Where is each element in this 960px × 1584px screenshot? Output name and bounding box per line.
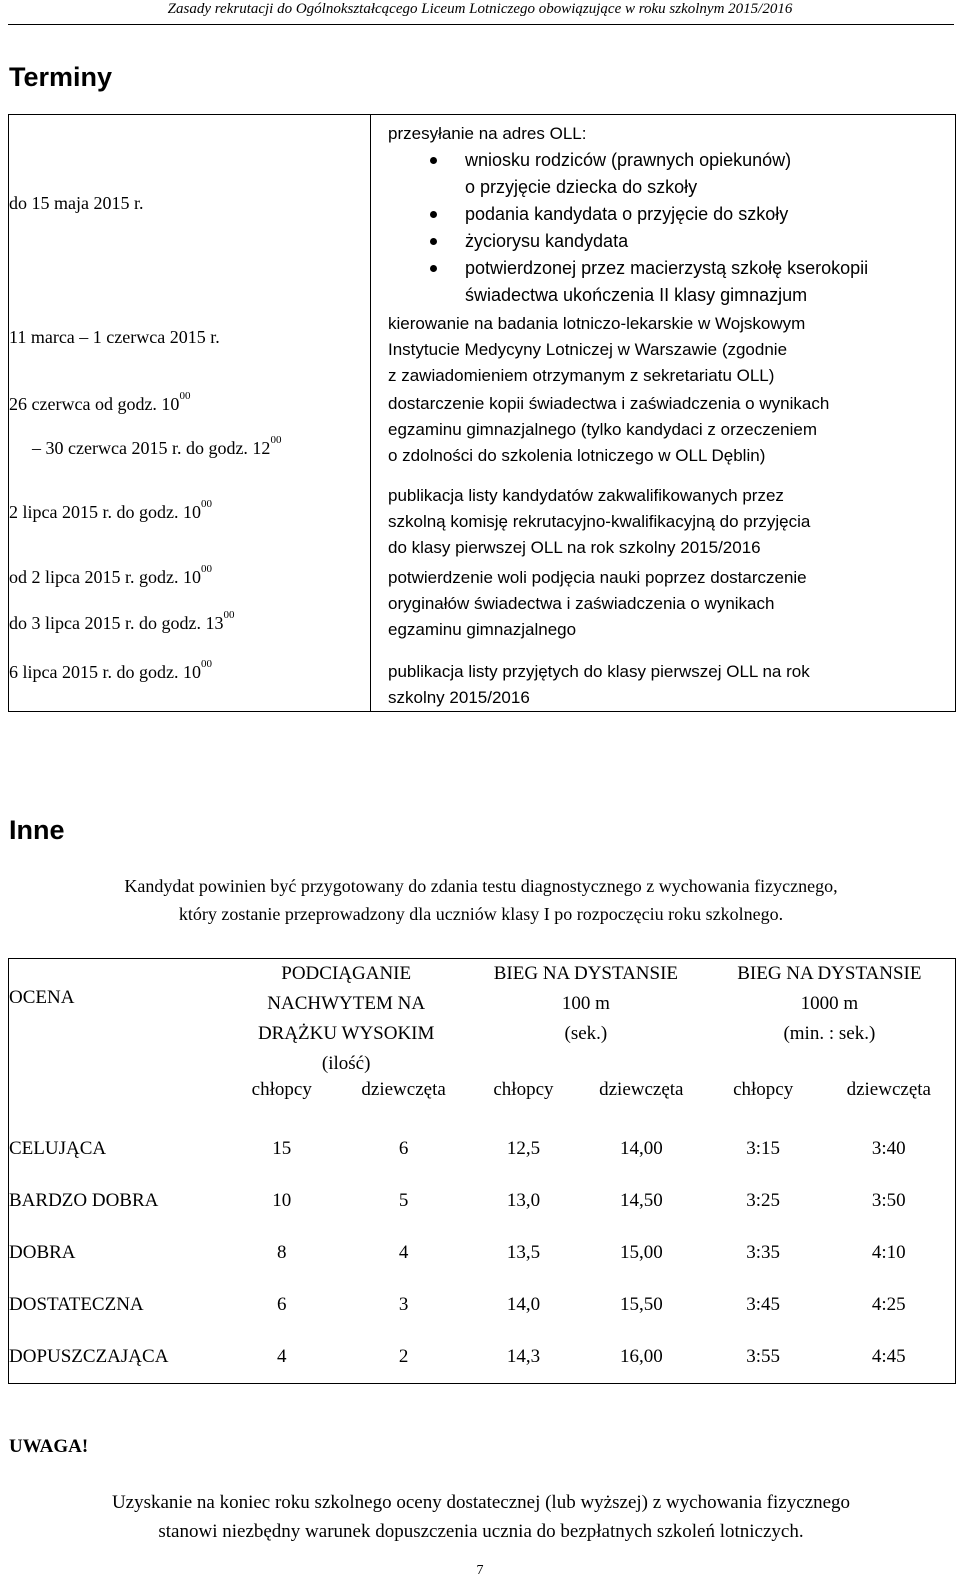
inne-intro-line: który zostanie przeprowadzony dla uczniów klasy I po rozpoczęciu roku szkolnego. (178, 904, 784, 924)
table-cell: 15 (272, 1138, 292, 1159)
header-pullups (224, 959, 468, 1080)
date-row-3-end: – 30 czerwca 2015 r. do godz. $12^{00}$ (32, 434, 282, 458)
page-number: 7 (476, 1563, 484, 1578)
section-title-inne: Inne (9, 815, 65, 845)
table-cell: 10 (272, 1190, 292, 1211)
subheader-boys: chłopcy (733, 1079, 794, 1100)
table-cell: 3 (398, 1294, 409, 1315)
note-line: Uzyskanie na koniec roku szkolnego oceny dostatecznej (lub wyższej) z wychowania fizycznego (111, 1492, 851, 1513)
grade-label: DOSTATECZNA (9, 1294, 144, 1315)
row-2-line: z zawiadomieniem otrzymanym z sekretariatu OLL) (388, 366, 775, 385)
subheader-boys: chłopcy (251, 1079, 312, 1100)
bullet-item: życiorysu kandydata (465, 228, 868, 255)
terminy-divider (370, 114, 371, 712)
row-4-line: szkolną komisję rekrutacyjno-kwalifikacyjną do przyjęcia (388, 512, 811, 531)
row-1-bullet-list (465, 147, 868, 309)
subheader-girls: dziewczęta (599, 1079, 684, 1100)
table-cell: 4 (398, 1242, 409, 1263)
table-cell: 14,00 (619, 1138, 663, 1159)
table-cell: 3:45 (746, 1294, 781, 1315)
note-line: stanowi niezbędny warunek dopuszczenia ucznia do bezpłatnych szkoleń lotniczych. (158, 1521, 804, 1542)
date-row-2: 11 marca – 1 czerwca 2015 r. (9, 327, 220, 347)
grade-label: CELUJĄCA (9, 1138, 107, 1159)
table-cell: 8 (277, 1242, 287, 1263)
header-ocena: OCENA (9, 987, 75, 1008)
grades-table-header-row (9, 959, 956, 1080)
table-cell: 16,00 (619, 1345, 663, 1367)
table-cell: 4 (277, 1345, 287, 1367)
inne-intro-line: Kandydat powinien być przygotowany do zdania testu diagnostycznego z wychowania fizycznego, (124, 876, 838, 896)
table-cell: 15,50 (619, 1294, 663, 1315)
header-run-100m (468, 959, 704, 1080)
subheader-empty (9, 1079, 225, 1123)
table-row (9, 1175, 956, 1227)
date-row-5-end: do 3 lipca 2015 r. do godz. $13^{00}$ (9, 609, 235, 633)
inne-intro (8, 872, 954, 928)
note-title: UWAGA! (9, 1436, 89, 1457)
bullet-item-continued: świadectwa ukończenia II klasy gimnazjum (465, 285, 808, 305)
table-cell: 5 (398, 1190, 409, 1211)
header-run-100m-line: BIEG NA DYSTANSIE (493, 963, 679, 984)
note-text (8, 1488, 954, 1546)
grade-label: DOPUSZCZAJĄCA (9, 1345, 169, 1367)
header-pullups-line: NACHWYTEM NA (267, 993, 426, 1014)
header-run-100m-line: 100 m (561, 993, 610, 1014)
table-cell: 12,5 (506, 1138, 541, 1159)
header-run-100m-line: (sek.) (564, 1023, 608, 1044)
row-5-description (388, 565, 807, 643)
page-header: Zasady rekrutacji do Ogólnokształcącego Liceum Lotniczego obowiązujące w roku szkolnym 2015/2016 (167, 1, 793, 17)
row-2-description (388, 311, 805, 389)
table-cell: 3:15 (746, 1138, 781, 1159)
table-row (9, 1331, 956, 1383)
row-2-line: Instytucie Medycyny Lotniczej w Warszawie (zgodnie (388, 340, 788, 359)
bullet-item: potwierdzonej przez macierzystą szkołę kserokopii (465, 255, 868, 282)
row-5-line: potwierdzenie woli podjęcia nauki poprzez dostarczenie (388, 568, 807, 587)
table-cell: 2 (398, 1345, 409, 1367)
row-6-line: publikacja listy przyjętych do klasy pierwszej OLL na rok (388, 662, 810, 681)
table-row (9, 1123, 956, 1175)
row-3-description (388, 391, 829, 469)
table-cell: 4:25 (871, 1294, 906, 1315)
grade-label: DOBRA (9, 1242, 76, 1263)
row-3-line: o zdolności do szkolenia lotniczego w OLL Dęblin) (388, 446, 766, 465)
table-cell: 3:35 (746, 1242, 781, 1263)
header-rule (8, 24, 954, 25)
table-cell: 6 (277, 1294, 287, 1315)
row-2-line: kierowanie na badania lotniczo-lekarskie w Wojskowym (388, 314, 806, 333)
row-5-line: oryginałów świadectwa i zaświadczenia o wynikach (388, 594, 775, 613)
grades-table-subheader-row (9, 1079, 956, 1123)
bullet-item: wniosku rodziców (prawnych opiekunów) (465, 147, 868, 174)
subheader-girls: dziewczęta (361, 1079, 446, 1100)
header-run-1000m-line: 1000 m (800, 993, 859, 1014)
section-title-terminy: Terminy (9, 62, 113, 92)
date-row-5-start: od 2 lipca 2015 r. godz. $10^{00}$ (9, 563, 212, 587)
table-cell: 4:45 (871, 1345, 906, 1367)
header-run-1000m-line: (min. : sek.) (783, 1023, 876, 1044)
header-pullups-line: PODCIĄGANIE (281, 963, 412, 984)
table-cell: 4:10 (871, 1242, 906, 1263)
table-cell: 14,50 (619, 1190, 663, 1211)
subheader-boys: chłopcy (493, 1079, 554, 1100)
grades-table (8, 958, 956, 1384)
row-4-line: do klasy pierwszej OLL na rok szkolny 2015/2016 (388, 538, 761, 557)
row-4-line: publikacja listy kandydatów zakwalifikowanych przez (388, 486, 784, 505)
row-3-line: egzaminu gimnazjalnego (tylko kandydaci z orzeczeniem (388, 420, 817, 439)
table-cell: 13,0 (506, 1190, 541, 1211)
bullet-item-continued: o przyjęcie dziecka do szkoły (465, 177, 698, 197)
row-6-line: szkolny 2015/2016 (388, 688, 530, 707)
table-row (9, 1227, 956, 1279)
row-5-line: egzaminu gimnazjalnego (388, 620, 577, 639)
grade-label: BARDZO DOBRA (9, 1190, 159, 1211)
row-6-description (388, 659, 810, 711)
date-row-3-start: 26 czerwca od godz. $10^{00}$ (9, 390, 191, 414)
table-cell: 3:25 (746, 1190, 781, 1211)
header-pullups-line: DRĄŻKU WYSOKIM (257, 1023, 435, 1044)
subheader-girls: dziewczęta (846, 1079, 931, 1100)
table-cell: 14,3 (506, 1345, 541, 1367)
header-pullups-line: (ilość) (321, 1053, 371, 1074)
table-cell: 3:40 (871, 1138, 906, 1159)
bullet-item: podania kandydata o przyjęcie do szkoły (465, 201, 868, 228)
table-row (9, 1279, 956, 1331)
row-4-description (388, 483, 810, 561)
table-cell: 15,00 (619, 1242, 663, 1263)
table-cell: 3:50 (871, 1190, 906, 1211)
row-3-line: dostarczenie kopii świadectwa i zaświadczenia o wynikach (388, 394, 830, 413)
table-cell: 14,0 (506, 1294, 541, 1315)
date-row-4: 2 lipca 2015 r. do godz. $10^{00}$ (9, 498, 212, 522)
table-cell: 6 (398, 1138, 409, 1159)
row-1-intro: przesyłanie na adres OLL: (388, 124, 587, 143)
date-row-6: 6 lipca 2015 r. do godz. $10^{00}$ (9, 658, 212, 682)
header-run-1000m-line: BIEG NA DYSTANSIE (737, 963, 922, 984)
table-cell: 3:55 (746, 1345, 781, 1367)
date-row-1: do 15 maja 2015 r. (9, 193, 144, 213)
table-cell: 13,5 (506, 1242, 541, 1263)
header-run-1000m (704, 959, 956, 1080)
